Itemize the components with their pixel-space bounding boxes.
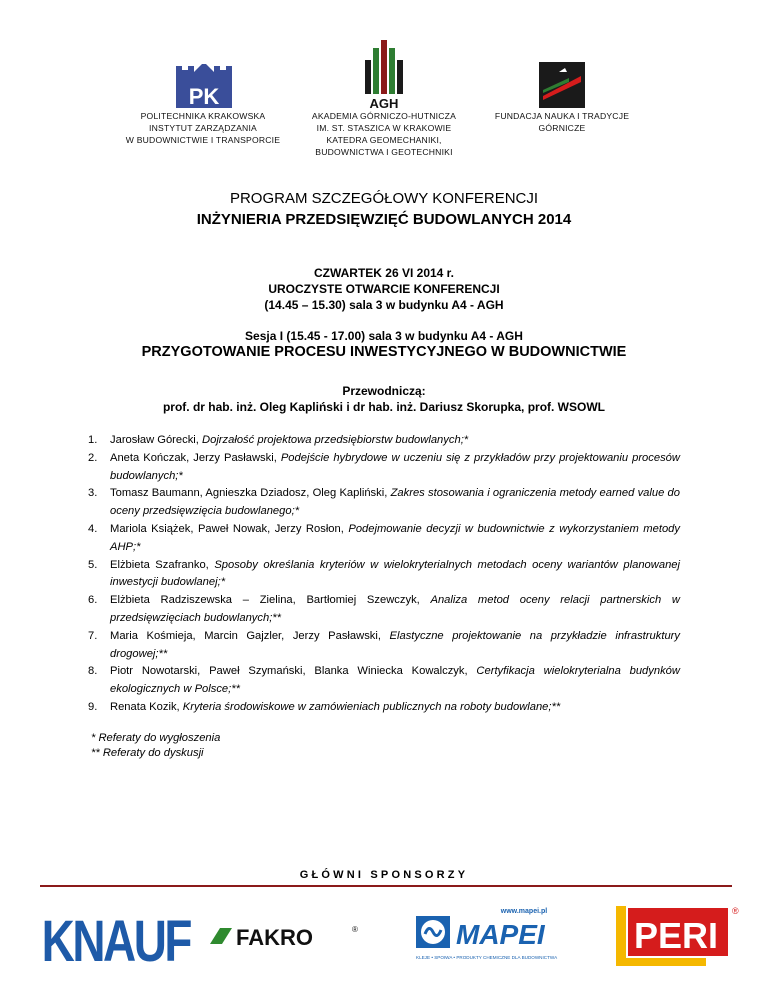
agh-line-1: AKADEMIA GÓRNICZO-HUTNICZA bbox=[311, 111, 457, 121]
talk-title: Analiza metod oceny relacji partnerskich w przedsięwzięciach budowlanych;** bbox=[110, 594, 680, 624]
pk-line-3: W BUDOWNICTWIE I TRANSPORCIE bbox=[125, 135, 281, 145]
talk-item bbox=[88, 557, 680, 593]
svg-text:www.mapei.pl: www.mapei.pl bbox=[500, 908, 548, 915]
fakro-logo bbox=[206, 922, 366, 957]
talk-number: 4. bbox=[88, 522, 98, 535]
opening-date: CZWARTEK 26 VI 2014 r. bbox=[313, 266, 455, 280]
talk-item bbox=[88, 432, 680, 450]
program-title: PROGRAM SZCZEGÓŁOWY KONFERENCJI bbox=[229, 190, 539, 207]
talk-number: 6. bbox=[88, 594, 98, 607]
opening-time: (14.45 – 15.30) sala 3 w budynku A4 - AGH bbox=[264, 298, 504, 312]
sponsors-divider bbox=[40, 885, 732, 887]
talk-number: 1. bbox=[88, 434, 98, 446]
fundacja-line-2: GÓRNICZE bbox=[538, 123, 586, 133]
agh-line-3: KATEDRA GEOMECHANIKI, bbox=[326, 135, 442, 145]
talk-authors: Elżbieta Radziszewska – Zielina, Bartłomiej Szewczyk, bbox=[110, 594, 431, 607]
talk-authors: Aneta Kończak, Jerzy Pasławski, bbox=[110, 451, 281, 464]
svg-text:MAPEI: MAPEI bbox=[456, 919, 545, 950]
talk-title: Certyfikacja wielokryterialna budynków ekologicznych w Polsce;** bbox=[110, 665, 680, 696]
talk-number: 7. bbox=[88, 629, 98, 642]
opening-title: UROCZYSTE OTWARCIE KONFERENCJI bbox=[268, 282, 500, 296]
agh-line-4: BUDOWNICTWA I GEOTECHNIKI bbox=[315, 147, 453, 157]
agh-institution bbox=[294, 110, 474, 158]
talk-authors: Tomasz Baumann, Agnieszka Dziadosz, Oleg Kapliński, bbox=[110, 487, 391, 500]
talk-item bbox=[88, 628, 680, 664]
talk-number: 5. bbox=[88, 558, 98, 571]
talk-item bbox=[88, 485, 680, 521]
talk-item bbox=[88, 521, 680, 557]
mapei-logo bbox=[412, 904, 568, 967]
svg-text:®: ® bbox=[732, 906, 739, 916]
talk-number: 3. bbox=[88, 487, 98, 500]
peri-logo bbox=[614, 904, 742, 973]
agh-logo bbox=[357, 38, 411, 115]
talk-title: Podejmowanie decyzji w budownictwie z wykorzystaniem metody AHP;* bbox=[110, 522, 680, 553]
knauf-logo bbox=[40, 902, 191, 975]
svg-text:AGH: AGH bbox=[369, 96, 399, 111]
talk-title: Zakres stosowania i ograniczenia metody earned value do oceny przedsięwzięcia budowlanego;* bbox=[110, 487, 680, 518]
talk-title: Elastyczne projektowanie na przykładzie infrastruktury drogowej;** bbox=[110, 629, 680, 660]
agh-line-2: IM. ST. STASZICA W KRAKOWIE bbox=[316, 123, 452, 133]
svg-text:KLEJE • SPOIWA • PRODUKTY CHEM: KLEJE • SPOIWA • PRODUKTY CHEMICZNE DLA BUDOWNICTWA bbox=[416, 955, 558, 960]
fundacja-institution bbox=[472, 110, 652, 134]
talk-title: Kryteria środowiskowe w zamówieniach publicznych na roboty budowlane;** bbox=[182, 700, 561, 713]
svg-text:PERI: PERI bbox=[633, 915, 719, 956]
chairs: prof. dr hab. inż. Oleg Kapliński i dr hab. inż. Dariusz Skorupka, prof. WSOWL bbox=[162, 400, 606, 414]
pk-line-2: INSTYTUT ZARZĄDZANIA bbox=[149, 123, 257, 133]
conference-title: INŻYNIERIA PRZEDSIĘWZIĘĆ BUDOWLANYCH 2014 bbox=[196, 211, 572, 228]
pk-line-1: POLITECHNIKA KRAKOWSKA bbox=[140, 111, 266, 121]
svg-text:KNAUF: KNAUF bbox=[41, 908, 191, 975]
talk-authors: Maria Kośmieja, Marcin Gajzler, Jerzy Pasławski, bbox=[110, 629, 390, 642]
talk-authors: Renata Kozik, bbox=[110, 700, 183, 713]
fundacja-line-1: FUNDACJA NAUKA I TRADYCJE bbox=[494, 111, 630, 121]
talk-authors: Elżbieta Szafranko, bbox=[110, 558, 215, 571]
chair-label: Przewodniczą: bbox=[342, 384, 426, 398]
svg-text:®: ® bbox=[352, 925, 358, 934]
talk-item bbox=[88, 450, 680, 486]
talk-number: 9. bbox=[88, 700, 98, 713]
footnote-discussion: ** Referaty do dyskusji bbox=[91, 747, 204, 759]
pk-institution bbox=[113, 110, 293, 146]
talk-title: Dojrzałość projektowa przedsiębiorstw budowlanych;* bbox=[202, 434, 469, 446]
footnote-presented: * Referaty do wygłoszenia bbox=[91, 732, 221, 744]
talk-number: 2. bbox=[88, 451, 98, 464]
talk-authors: Jarosław Górecki, bbox=[110, 434, 203, 446]
session-line: Sesja I (15.45 - 17.00) sala 3 w budynku A4 - AGH bbox=[245, 329, 523, 343]
fundacja-logo bbox=[539, 62, 585, 113]
svg-text:FAKRO: FAKRO bbox=[236, 925, 313, 950]
talk-item bbox=[88, 699, 680, 717]
talk-number: 8. bbox=[88, 665, 98, 678]
talk-authors: Mariola Książek, Paweł Nowak, Jerzy Rosłon, bbox=[110, 522, 349, 535]
talk-item bbox=[88, 592, 680, 628]
talk-title: Podejście hybrydowe w uczeniu się z przykładów przy projektowaniu procesów budowlanych;* bbox=[110, 451, 680, 482]
pk-logo bbox=[172, 58, 236, 115]
talk-authors: Piotr Nowotarski, Paweł Szymański, Blanka Winiecka Kowalczyk, bbox=[110, 665, 477, 678]
footnotes bbox=[91, 731, 220, 761]
session-title: PRZYGOTOWANIE PROCESU INWESTYCYJNEGO W BUDOWNICTWIE bbox=[141, 344, 627, 360]
talk-title: Sposoby określania kryteriów w wielokryterialnych metodach oceny wariantów planowanej inwestycji budowlanej;* bbox=[110, 558, 680, 589]
talk-item bbox=[88, 663, 680, 699]
sponsors-heading: GŁÓWNI SPONSORZY bbox=[299, 869, 469, 881]
talk-list bbox=[88, 432, 680, 717]
svg-text:PK: PK bbox=[188, 84, 220, 109]
